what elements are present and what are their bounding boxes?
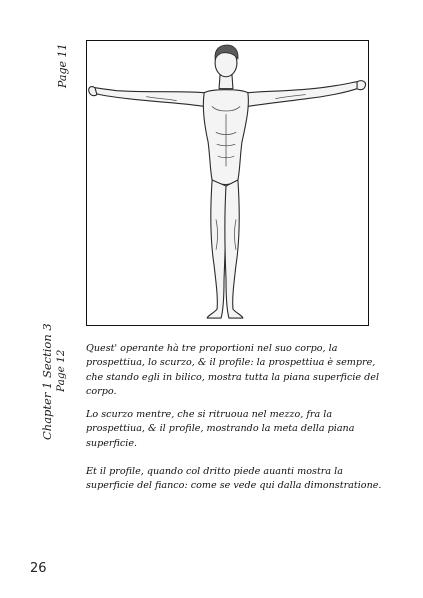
- figure-illustration: [86, 40, 369, 326]
- human-figure-drawing: [87, 41, 368, 325]
- page-label-mid: Page 12: [55, 349, 67, 392]
- paragraph-3: Et il profile, quando col dritto piede auanti mostra la superficie del fianco: come se vede qui dalla dimonstratione.: [86, 466, 382, 492]
- chapter-section-label: Chapter 1 Section 3: [40, 323, 54, 440]
- paragraph-1: Quest' operante hà tre proportioni nel suo corpo, la prospettiua, lo scurzo, & il profile: la prospettiua è sempre, che stando egli in bilico, mostra tutta la piana superficie del corpo.: [86, 343, 380, 398]
- paragraph-2: Lo scurzo mentre, che si ritruoua nel mezzo, fra la prospettiua, & il profile, mostrando la meta della piana superficie.: [86, 409, 355, 449]
- page-label-top: Page 11: [56, 43, 69, 88]
- page-number: 26: [30, 561, 47, 576]
